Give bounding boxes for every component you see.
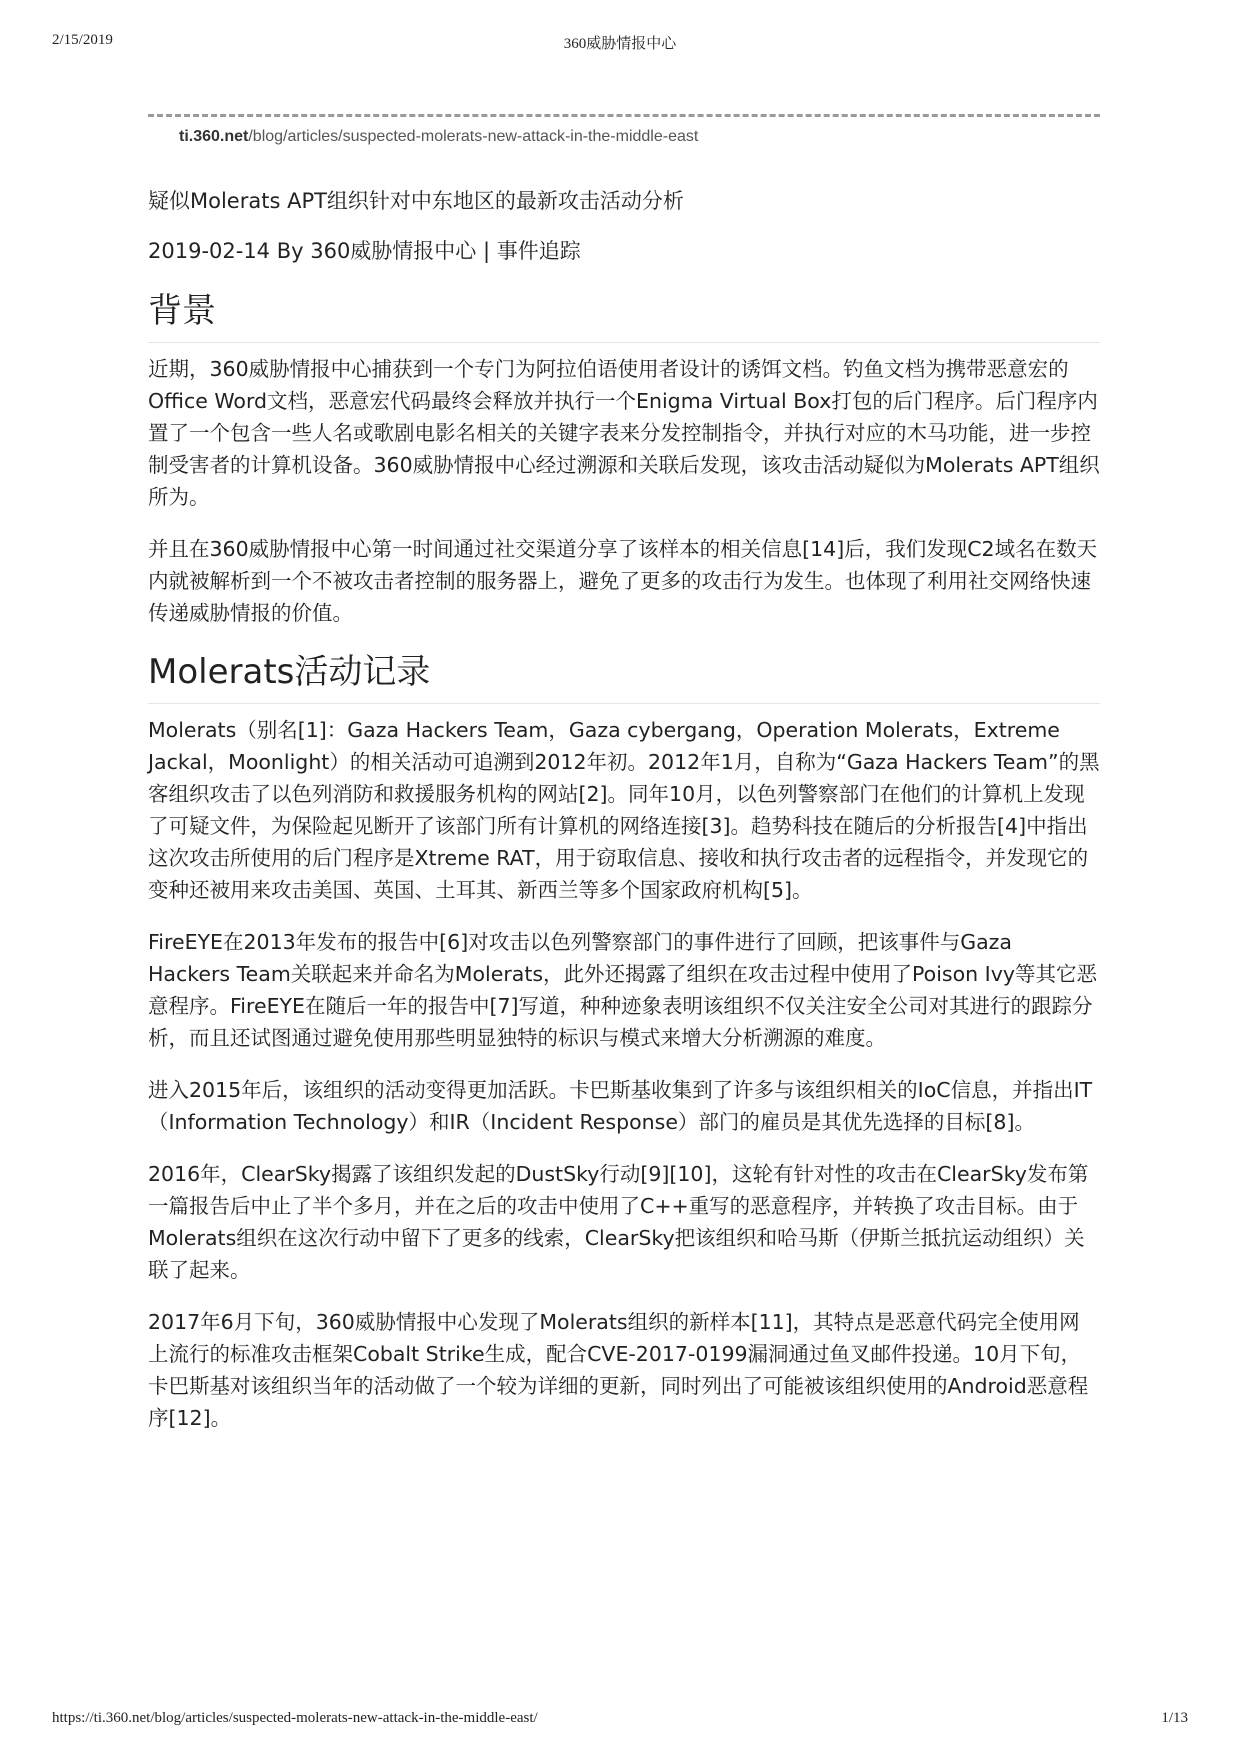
footer-url[interactable]: https://ti.360.net/blog/articles/suspected-molerats-new-attack-in-the-middle-east/ <box>52 1710 538 1726</box>
paragraph: 近期，360威胁情报中心捕获到一个专门为阿拉伯语使用者设计的诱饵文档。钓鱼文档为携带恶意宏的Office Word文档，恶意宏代码最终会释放并执行一个Enigma Virtual Box打包的后门程序。后门程序内置了一个包含一些人名或歌剧电影名相关的关键字表来分发控制指令，并执行对应的木马功能，进一步控制受害者的计算机设备。360威胁情报中心经过溯源和关联后发现，该攻击活动疑似为Molerats APT组织所为。 <box>148 357 1100 509</box>
source-path: /blog/articles/suspected-molerats-new-attack-in-the-middle-east <box>248 128 699 145</box>
print-date: 2/15/2019 <box>52 32 113 48</box>
paragraph: FireEYE在2013年发布的报告中[6]对攻击以色列警察部门的事件进行了回顾，把该事件与Gaza Hackers Team关联起来并命名为Molerats，此外还揭露了组织在攻击过程中使用了Poison Ivy等其它恶意程序。FireEYE在随后一年的报告中[7]写道，种种迹象表明该组织不仅关注安全公司对其进行的跟踪分析，而且还试图通过避免使用那些明显独特的标识与模式来增大分析溯源的难度。 <box>148 930 1097 1050</box>
article-content <box>148 186 1100 1454</box>
section-heading-background: 背景 <box>148 288 1100 343</box>
section-heading-molerats-history: Molerats活动记录 <box>148 649 1100 704</box>
source-host: ti.360.net <box>179 128 249 145</box>
print-footer <box>52 1710 1188 1732</box>
paragraph: 进入2015年后，该组织的活动变得更加活跃。卡巴斯基收集到了许多与该组织相关的IoC信息，并指出IT（Information Technology）和IR（Incident Response）部门的雇员是其优先选择的目标[8]。 <box>148 1078 1093 1134</box>
source-url[interactable] <box>179 128 698 146</box>
paragraph: Molerats（别名[1]：Gaza Hackers Team，Gaza cybergang，Operation Molerats，Extreme Jackal，Moonlight）的相关活动可追溯到2012年初。2012年1月，自称为“Gaza Hackers Team”的黑客组织攻击了以色列消防和救援服务机构的网站[2]。同年10月，以色列警察部门在他们的计算机上发现了可疑文件，为保险起见断开了该部门所有计算机的网络连接[3]。趋势科技在随后的分析报告[4]中指出这次攻击所使用的后门程序是Xtreme RAT，用于窃取信息、接收和执行攻击者的远程指令，并发现它的变种还被用来攻击美国、英国、土耳其、新西兰等多个国家政府机构[5]。 <box>148 718 1100 902</box>
article-meta: 2019-02-14 By 360威胁情报中心 | 事件追踪 <box>148 239 581 263</box>
print-title: 360威胁情报中心 <box>563 36 677 52</box>
page-number: 1/13 <box>1161 1710 1188 1726</box>
article-title: 疑似Molerats APT组织针对中东地区的最新攻击活动分析 <box>148 189 684 213</box>
print-header <box>52 32 1188 56</box>
paragraph: 2016年，ClearSky揭露了该组织发起的DustSky行动[9][10]，这轮有针对性的攻击在ClearSky发布第一篇报告后中止了半个多月，并在之后的攻击中使用了C++重写的恶意程序，并转换了攻击目标。由于Molerats组织在这次行动中留下了更多的线索，ClearSky把该组织和哈马斯（伊斯兰抵抗运动组织）关联了起来。 <box>148 1162 1089 1282</box>
paragraph: 并且在360威胁情报中心第一时间通过社交渠道分享了该样本的相关信息[14]后，我们发现C2域名在数天内就被解析到一个不被攻击者控制的服务器上，避免了更多的攻击行为发生。也体现了利用社交网络快速传递威胁情报的价值。 <box>148 537 1098 625</box>
paragraph: 2017年6月下旬，360威胁情报中心发现了Molerats组织的新样本[11]，其特点是恶意代码完全使用网上流行的标准攻击框架Cobalt Strike生成，配合CVE-2017-0199漏洞通过鱼叉邮件投递。10月下旬，卡巴斯基对该组织当年的活动做了一个较为详细的更新，同时列出了可能被该组织使用的Android恶意程序[12]。 <box>148 1310 1089 1430</box>
dashed-divider <box>148 114 1100 117</box>
